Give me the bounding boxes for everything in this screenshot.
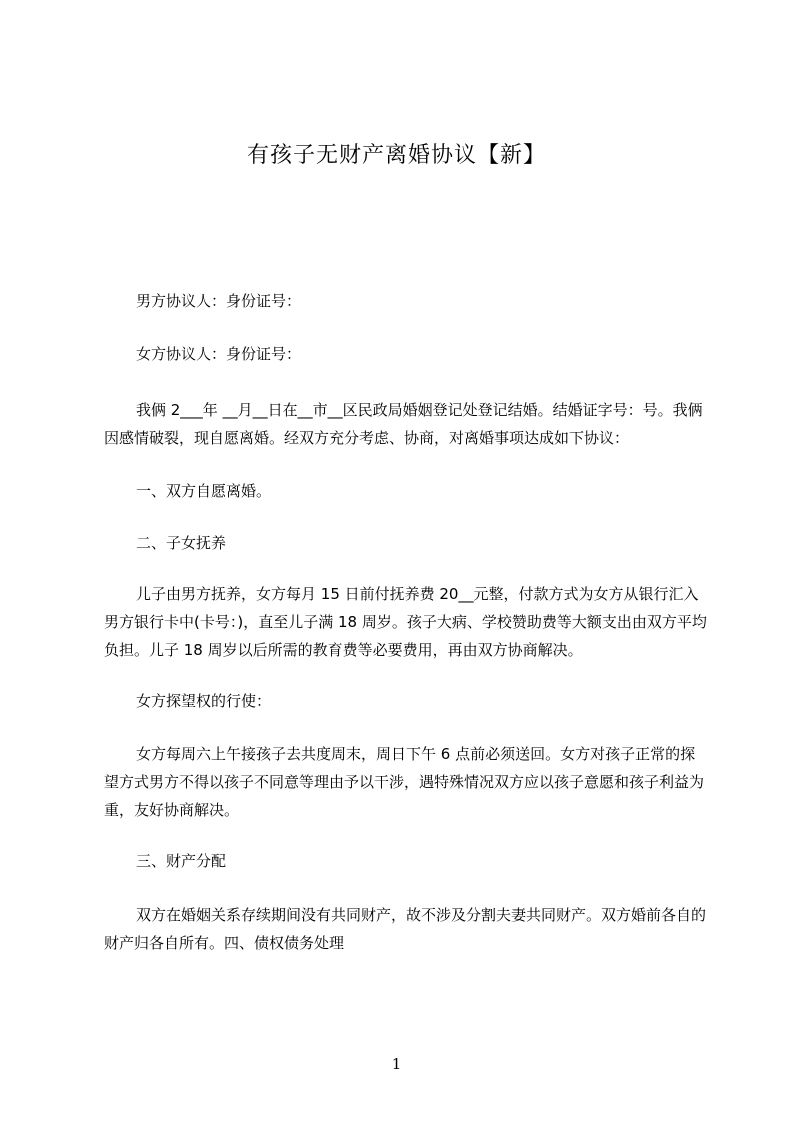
page-number: 1 (391, 1055, 402, 1073)
clause-three-heading: 三、财产分配 (136, 852, 227, 870)
document-title: 有孩子无财产离婚协议【新】 (246, 143, 546, 168)
clause-one: 一、双方自愿离婚。 (136, 482, 272, 500)
visitation-paragraph: 女方每周六上午接孩子去共度周末，周日下午 6 点前必须送回。女方对孩子正常的探望方式男方不得以孩子不同意等理由予以干涉，遇特殊情况双方应以孩子意愿和孩子利益为重，友好协商解决。 (104, 745, 705, 819)
clause-two-heading: 二、子女抚养 (136, 534, 227, 552)
female-party-line: 女方协议人：身份证号： (136, 345, 302, 363)
property-paragraph: 双方在婚姻关系存续期间没有共同财产，故不涉及分割夫妻共同财产。双方婚前各自的财产归各自所有。四、债权债务处理 (104, 906, 707, 952)
child-support-paragraph: 儿子由男方抚养，女方每月 15 日前付抚养费 20__元整，付款方式为女方从银行汇入男方银行卡中(卡号：)，直至儿子满 18 周岁。孩子大病、学校赞助费等大额支出由双方平均负担。儿子 18 周岁以后所需的教育费等必要费用，再由双方协商解决。 (104, 585, 707, 659)
male-party-line: 男方协议人：身份证号： (136, 292, 302, 310)
visitation-heading: 女方探望权的行使： (136, 692, 272, 710)
marriage-info-paragraph: 我俩 2___年 __月__日在__市__区民政局婚姻登记处登记结婚。结婚证字号：号。我俩因感情破裂，现自愿离婚。经双方充分考虑、协商，对离婚事项达成如下协议： (104, 401, 703, 447)
